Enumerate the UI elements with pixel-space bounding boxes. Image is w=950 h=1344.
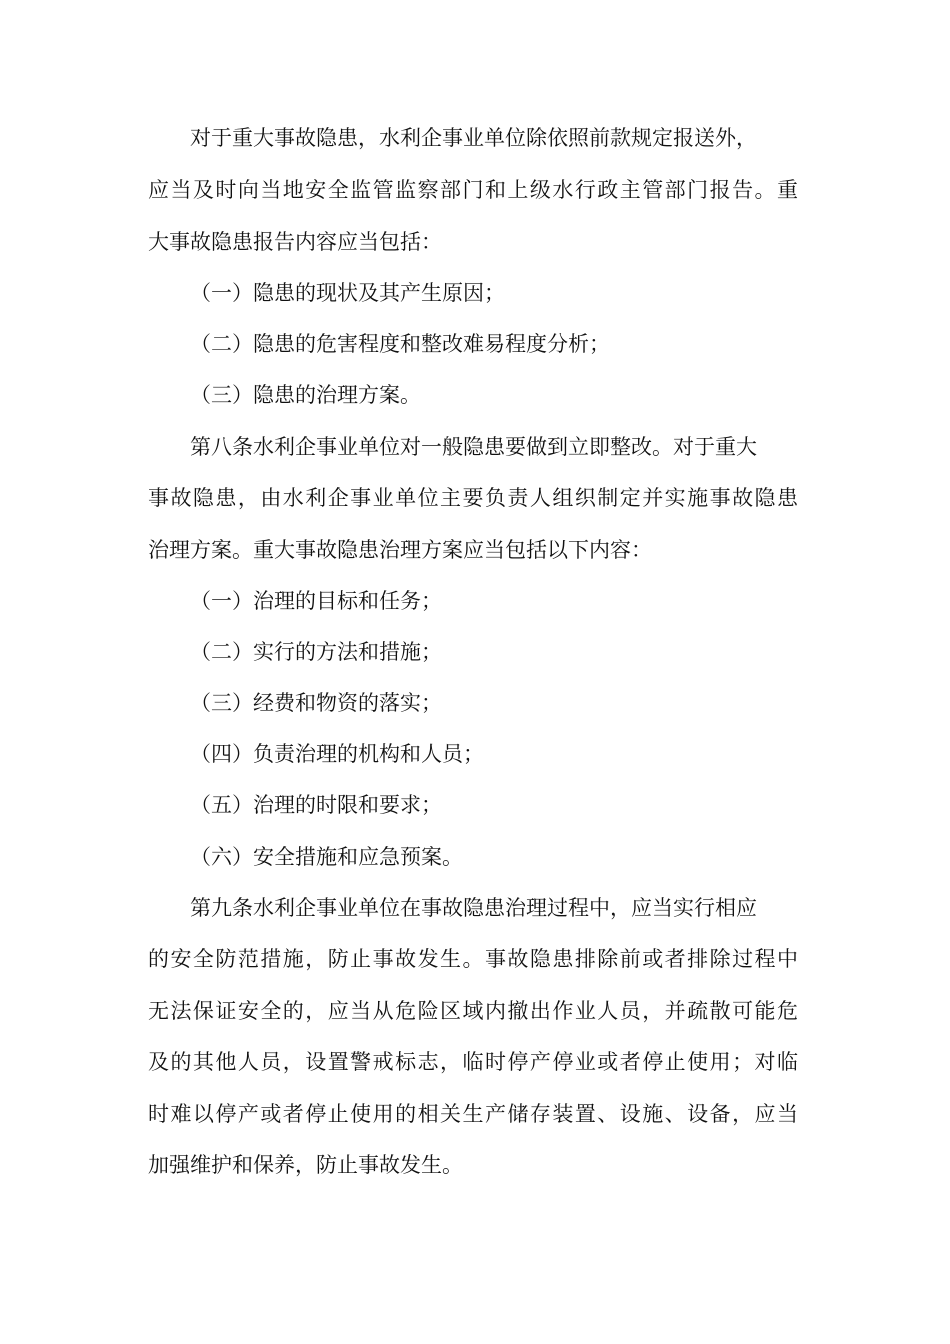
list-item: （三）隐患的治理方案。: [190, 383, 421, 407]
list-item: （三）经费和物资的落实；: [190, 691, 442, 715]
paragraph-line: 时难以停产或者停止使用的相关生产储存装置、设施、设备，应当: [148, 1102, 798, 1126]
list-item: （二）实行的方法和措施；: [190, 640, 442, 664]
paragraph-line: 应当及时向当地安全监管监察部门和上级水行政主管部门报告。重: [148, 178, 798, 202]
list-item: （四）负责治理的机构和人员；: [190, 742, 484, 766]
paragraph-line: 无法保证安全的，应当从危险区域内撤出作业人员，并疏散可能危: [148, 999, 798, 1023]
list-item: （一）隐患的现状及其产生原因；: [190, 281, 505, 305]
paragraph-line: 第八条水利企事业单位对一般隐患要做到立即整改。对于重大: [190, 435, 757, 459]
paragraph-line: 的安全防范措施，防止事故发生。事故隐患排除前或者排除过程中: [148, 947, 798, 971]
paragraph-line: 加强维护和保养，防止事故发生。: [148, 1153, 463, 1177]
list-item: （六）安全措施和应急预案。: [190, 845, 463, 869]
paragraph-line: 对于重大事故隐患，水利企事业单位除依照前款规定报送外，: [190, 126, 757, 150]
list-item: （二）隐患的危害程度和整改难易程度分析；: [190, 332, 610, 356]
paragraph-line: 事故隐患，由水利企事业单位主要负责人组织制定并实施事故隐患: [148, 486, 798, 510]
list-item: （一）治理的目标和任务；: [190, 589, 442, 613]
paragraph-line: 大事故隐患报告内容应当包括：: [148, 230, 442, 254]
paragraph-line: 第九条水利企事业单位在事故隐患治理过程中，应当实行相应: [190, 896, 757, 920]
paragraph-line: 及的其他人员，设置警戒标志，临时停产停业或者停止使用；对临: [148, 1050, 798, 1074]
list-item: （五）治理的时限和要求；: [190, 793, 442, 817]
paragraph-line: 治理方案。重大事故隐患治理方案应当包括以下内容：: [148, 538, 652, 562]
